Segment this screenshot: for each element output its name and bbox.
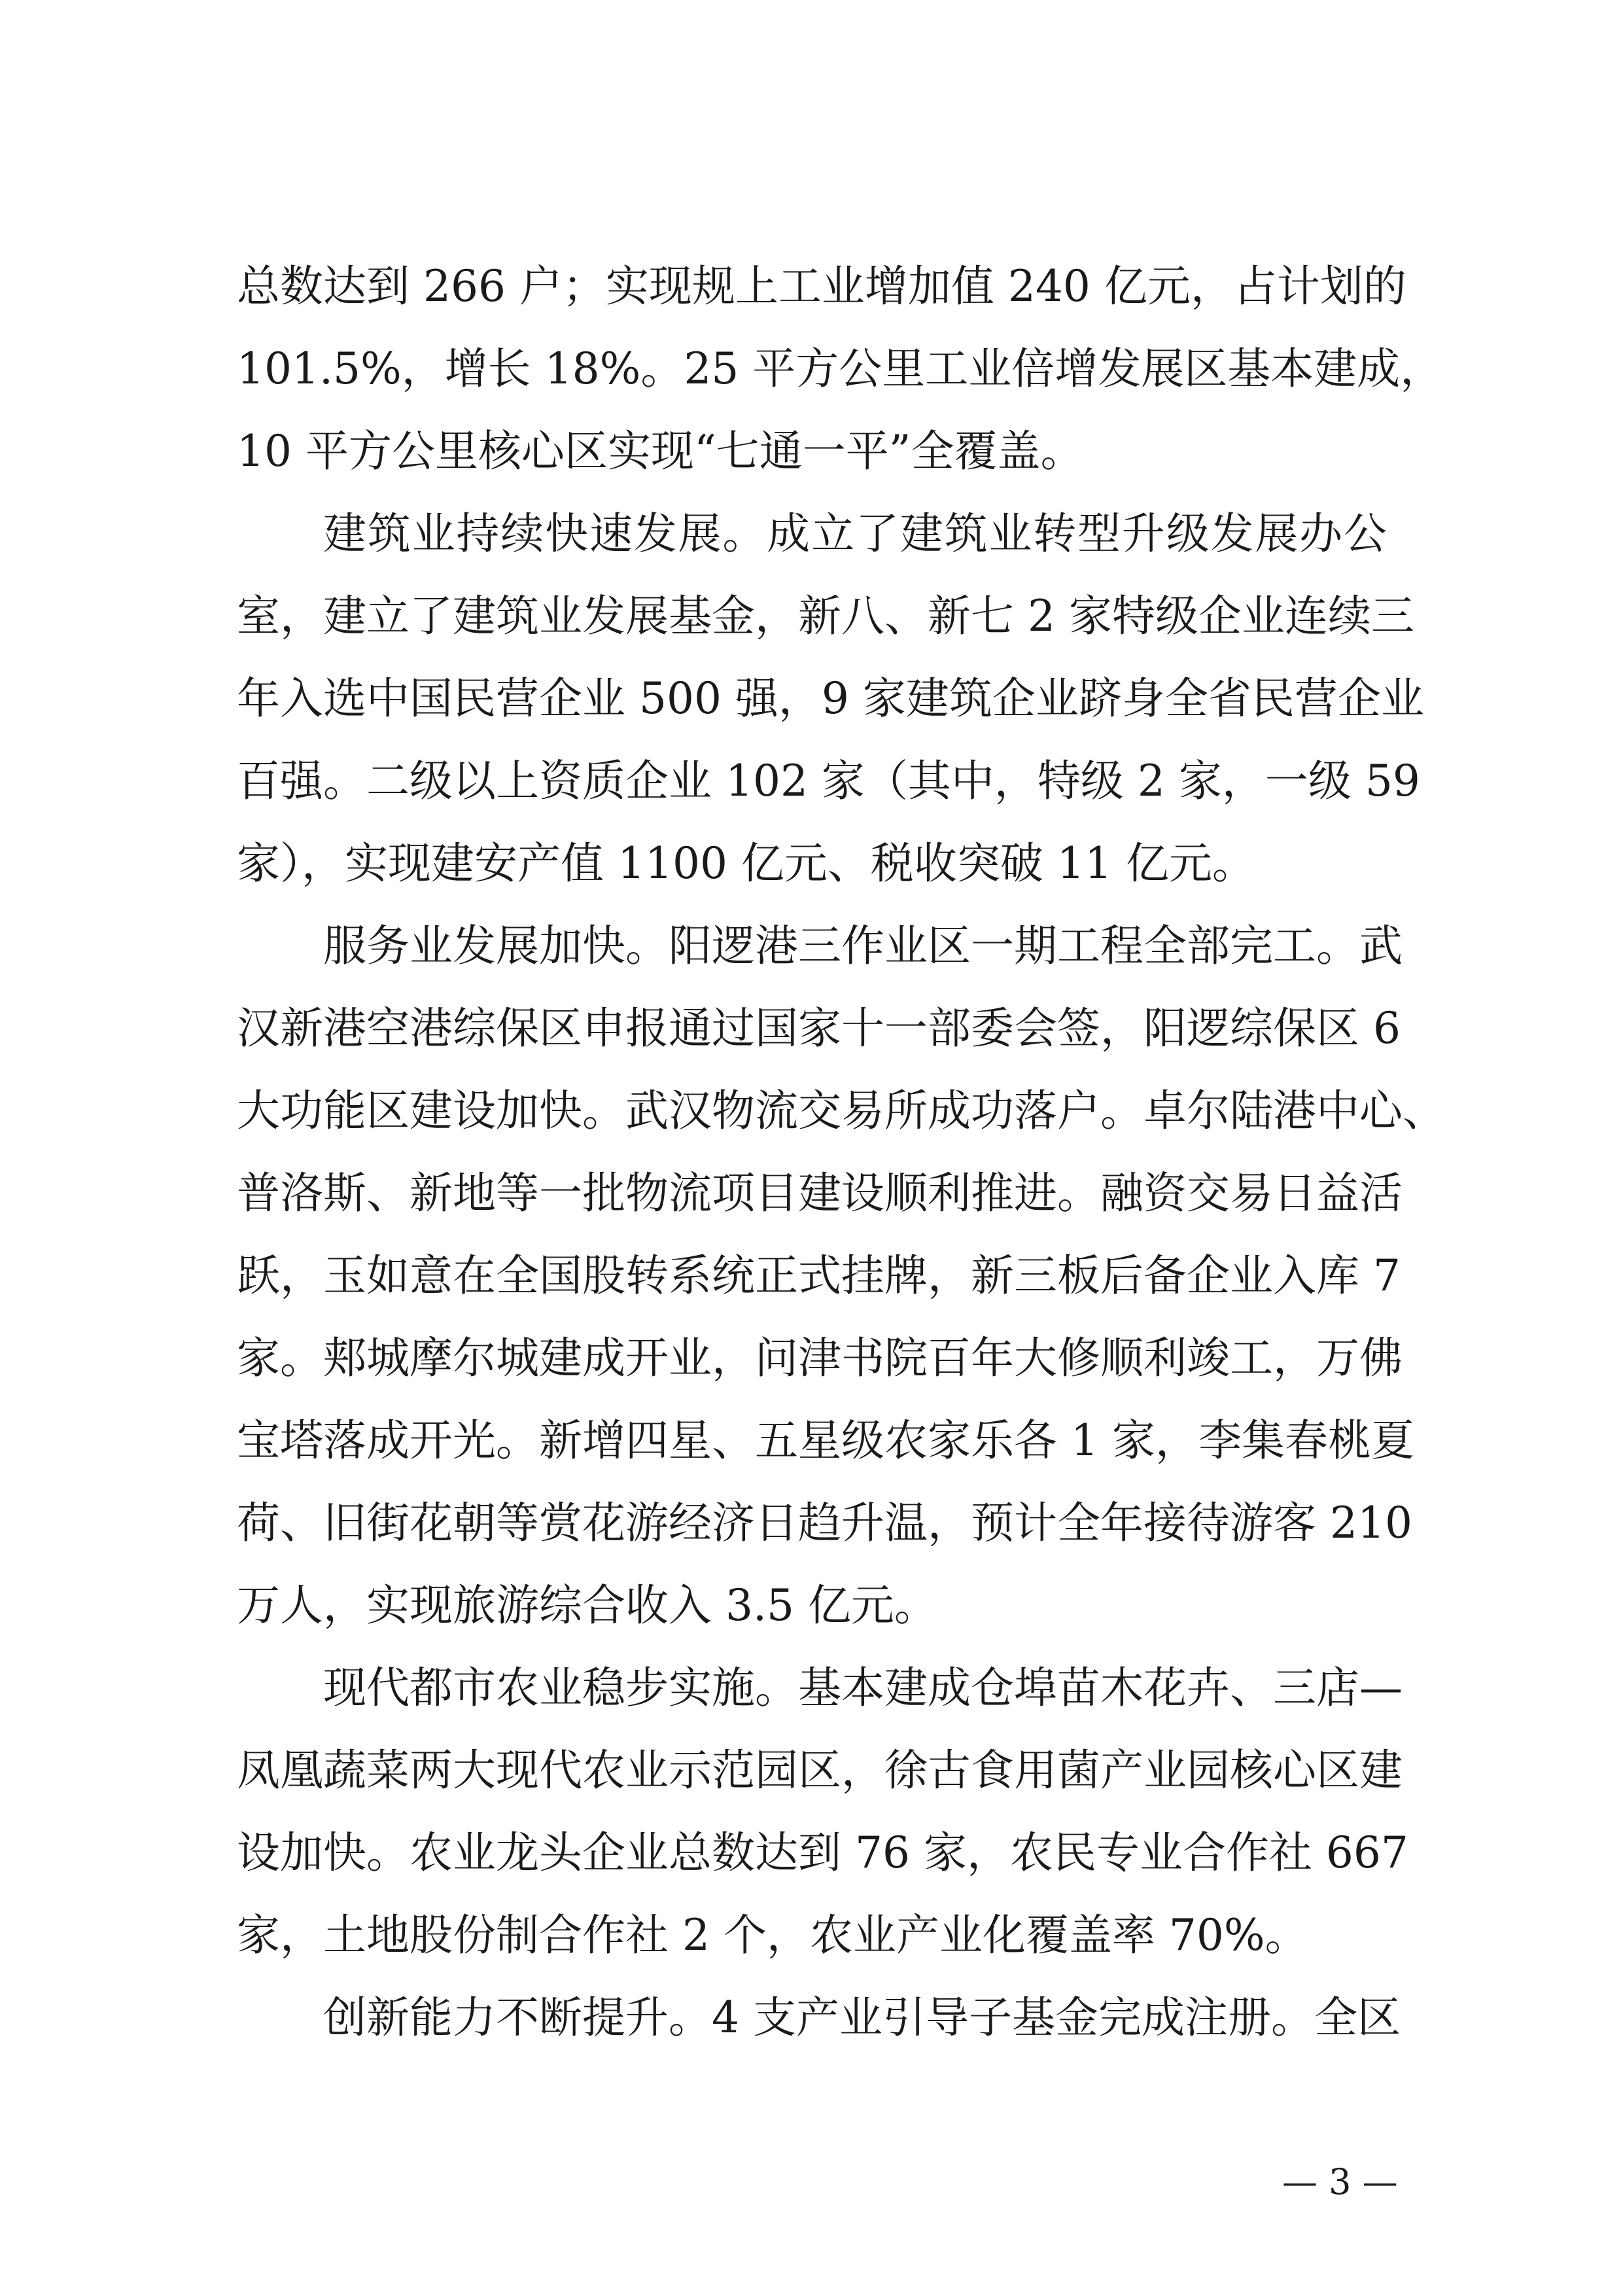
text-line: 总数达到 266 户；实现规上工业增加值 240 亿元，占计划的 <box>237 261 1406 311</box>
text-line: 大功能区建设加快。武汉物流交易所成功落户。卓尔陆港中心、 <box>237 1086 1446 1136</box>
text-line: 凤凰蔬菜两大现代农业示范园区，徐古食用菌产业园核心区建 <box>237 1745 1403 1795</box>
body-text <box>237 245 1446 2059</box>
text-line: 室，建立了建筑业发展基金，新八、新七 2 家特级企业连续三 <box>237 591 1414 641</box>
text-line: 设加快。农业龙头企业总数达到 76 家，农民专业合作社 667 <box>237 1828 1408 1878</box>
text-line: 家），实现建安产值 1100 亿元、税收突破 11 亿元。 <box>237 838 1255 889</box>
paragraph-start-line: 服务业发展加快。阳逻港三作业区一期工程全部完工。武 <box>323 921 1403 971</box>
paragraph-start-line: 现代都市农业稳步实施。基本建成仓埠苗木花卉、三店— <box>323 1663 1403 1713</box>
text-line: 荷、旧街花朝等赏花游经济日趋升温，预计全年接待游客 210 <box>237 1498 1412 1548</box>
paragraph-start-line: 创新能力不断提升。4 支产业引导子基金完成注册。全区 <box>323 1992 1401 2043</box>
text-line: 宝塔落成开光。新增四星、五星级农家乐各 1 家，李集春桃夏 <box>237 1415 1414 1466</box>
page-number: — 3 — <box>1282 2161 1398 2202</box>
text-line: 汉新港空港综保区申报通过国家十一部委会签，阳逻综保区 6 <box>237 1003 1401 1053</box>
text-line: 跃，玉如意在全国股转系统正式挂牌，新三板后备企业入库 7 <box>237 1250 1401 1301</box>
paragraph-start-line: 建筑业持续快速发展。成立了建筑业转型升级发展办公 <box>323 508 1387 559</box>
text-line: 百强。二级以上资质企业 102 家（其中，特级 2 家，一级 59 <box>237 756 1420 806</box>
text-line: 万人，实现旅游综合收入 3.5 亿元。 <box>237 1580 937 1631</box>
text-line: 101.5%，增长 18%。25 平方公里工业倍增发展区基本建成， <box>237 344 1444 394</box>
text-line: 普洛斯、新地等一批物流项目建设顺利推进。融资交易日益活 <box>237 1168 1403 1218</box>
text-line: 家。郏城摩尔城建成开业，问津书院百年大修顺利竣工，万佛 <box>237 1333 1403 1383</box>
text-line: 10 平方公里核心区实现“七通一平”全覆盖。 <box>237 426 1084 476</box>
text-line: 家，土地股份制合作社 2 个，农业产业化覆盖率 70%。 <box>237 1910 1308 1960</box>
text-line: 年入选中国民营企业 500 强，9 家建筑企业跻身全省民营企业 <box>237 673 1424 724</box>
